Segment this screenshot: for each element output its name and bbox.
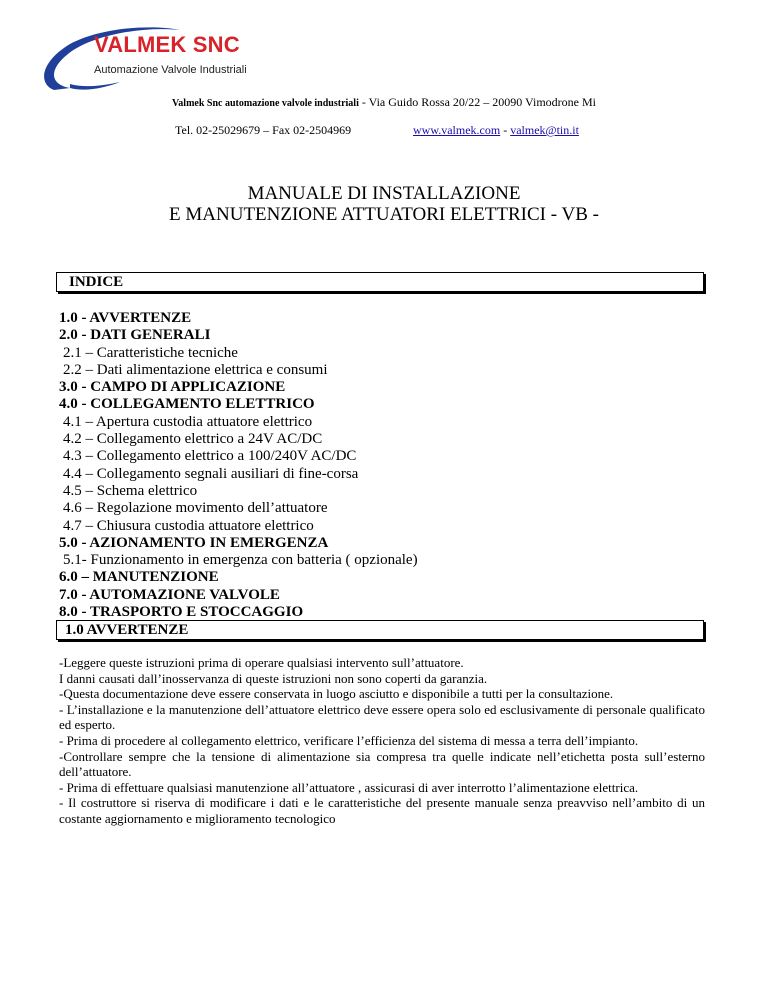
toc-item: 2.1 – Caratteristiche tecniche	[63, 344, 238, 361]
warning-paragraph: - Prima di procedere al collegamento elettrico, verificare l’efficienza del sistema di messa a terra dell’impianto.	[59, 732, 639, 748]
logo-tagline: Automazione Valvole Industriali	[94, 64, 247, 76]
contact-separator: -	[500, 123, 511, 137]
toc-item: 4.5 – Schema elettrico	[63, 482, 198, 499]
company-address: - Via Guido Rossa 20/22 – 20090 Vimodrone Mi	[361, 95, 596, 109]
toc-item: 5.0 - AZIONAMENTO IN EMERGENZA	[59, 534, 329, 551]
website-link[interactable]: www.valmek.com	[413, 123, 501, 137]
warning-paragraph: - L’installazione e la manutenzione dell’attuatore elettrico deve essere opera solo ed esclusivamente di personale qualificato ed esperto.	[59, 701, 705, 733]
toc-item: 4.1 – Apertura custodia attuatore elettrico	[63, 413, 313, 430]
phone-fax: Tel. 02-25029679 – Fax 02-2504969	[175, 123, 352, 137]
index-heading-box	[56, 272, 704, 292]
warning-paragraph: - Il costruttore si riserva di modificare i dati e le caratteristiche del presente manuale senza preavviso nell’ambito di un costante aggiornamento e miglioramento tecnologico	[59, 795, 705, 826]
warning-paragraph: -Questa documentazione deve essere conservata in luogo asciutto e disponibile a tutti per la consultazione.	[59, 686, 614, 702]
toc-item: 4.2 – Collegamento elettrico a 24V AC/DC	[63, 431, 323, 448]
logo-company-name: VALMEK SNC	[94, 32, 240, 57]
email-link[interactable]: valmek@tin.it	[510, 123, 579, 137]
table-of-contents	[59, 310, 418, 621]
company-name-bold: Valmek Snc automazione valvole industriali	[172, 98, 359, 109]
warnings-text	[59, 655, 705, 827]
toc-item: 6.0 – MANUTENZIONE	[59, 569, 219, 586]
toc-item: 4.6 – Regolazione movimento dell’attuatore	[63, 500, 328, 517]
toc-item: 4.4 – Collegamento segnali ausiliari di fine-corsa	[63, 465, 359, 482]
toc-item: 4.0 - COLLEGAMENTO ELETTRICO	[59, 396, 315, 413]
toc-item: 4.7 – Chiusura custodia attuatore elettrico	[63, 517, 314, 534]
warning-paragraph: I danni causati dall’inosservanza di queste istruzioni non sono coperti da garanzia.	[59, 670, 488, 686]
warnings-heading-box	[56, 620, 704, 640]
toc-item: 8.0 - TRASPORTO E STOCCAGGIO	[59, 604, 304, 621]
warning-paragraph: -Leggere queste istruzioni prima di operare qualsiasi intervento sull’attuatore.	[59, 655, 464, 670]
company-logo	[30, 22, 260, 102]
company-address-line	[0, 95, 768, 110]
toc-item: 5.1- Funzionamento in emergenza con batteria ( opzionale)	[63, 552, 418, 569]
toc-item: 3.0 - CAMPO DI APPLICAZIONE	[59, 379, 286, 396]
document-title-line2: E MANUTENZIONE ATTUATORI ELETTRICI - VB -	[169, 204, 599, 225]
contact-links	[413, 123, 579, 138]
toc-item: 4.3 – Collegamento elettrico a 100/240V AC/DC	[63, 448, 357, 465]
toc-item: 7.0 - AUTOMAZIONE VALVOLE	[59, 586, 280, 603]
document-title	[0, 183, 768, 225]
warning-paragraph: - Prima di effettuare qualsiasi manutenzione all’attuatore , assicurasi di aver interrotto l’alimentazione elettrica.	[59, 779, 639, 795]
warning-paragraph: -Controllare sempre che la tensione di alimentazione sia compresa tra quelle indicate nell’etichetta posta sull’esterno dell’attuatore.	[59, 748, 705, 780]
document-title-line1: MANUALE DI INSTALLAZIONE	[247, 183, 521, 204]
index-heading: INDICE	[69, 274, 124, 290]
toc-item: 1.0 - AVVERTENZE	[59, 310, 192, 326]
warnings-heading: 1.0 AVVERTENZE	[65, 622, 189, 638]
toc-item: 2.2 – Dati alimentazione elettrica e consumi	[63, 361, 328, 378]
toc-item: 2.0 - DATI GENERALI	[59, 327, 211, 344]
